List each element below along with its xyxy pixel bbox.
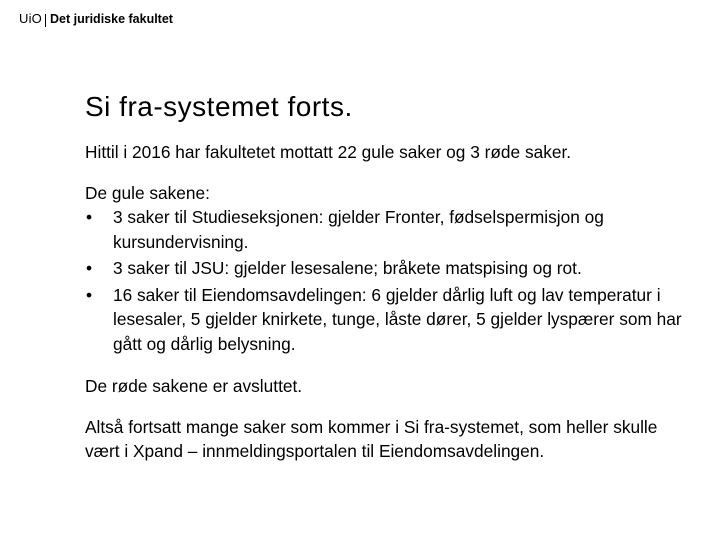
list-item [85,256,685,281]
list-item-text: 3 saker til Studieseksjonen: gjelder Fronter, fødselspermisjon og kursundervisning. [113,207,604,252]
uio-logo: UiO [19,11,42,26]
slide-body [85,140,685,464]
faculty-name: Det juridiske fakultet [50,12,173,26]
list-item-text: 16 saker til Eiendomsavdelingen: 6 gjelder dårlig luft og lav temperatur i lesesaler, 5 gjelder knirkete, tunge, låste dører, 5 gjelder lyspærer som har gått og dårlig belysning. [113,284,682,354]
list-item [85,205,685,254]
red-cases-note: De røde sakene er avsluttet. [85,376,303,396]
bullet-marker: • [86,258,93,278]
bullet-marker: • [86,207,93,227]
intro-text: Hittil i 2016 har fakultetet mottatt 22 gule saker og 3 røde saker. [85,142,572,162]
bullet-marker: • [86,284,93,305]
yellow-cases-list [85,205,685,356]
list-item-text: 3 saker til JSU: gjelder lesesalene; bråkete matspising og rot. [113,258,582,278]
institution-header [19,11,173,29]
list-item [85,283,685,357]
slide-title: Si fra-systemet forts. [85,91,353,122]
yellow-cases-heading: De gule sakene: [85,182,210,203]
conclusion-text: Altså fortsatt mange saker som kommer i Si fra-systemet, som heller skulle vært i Xpand – innmeldingsportalen til Eiendomsavdelingen. [85,416,658,461]
logo-divider [45,14,46,27]
